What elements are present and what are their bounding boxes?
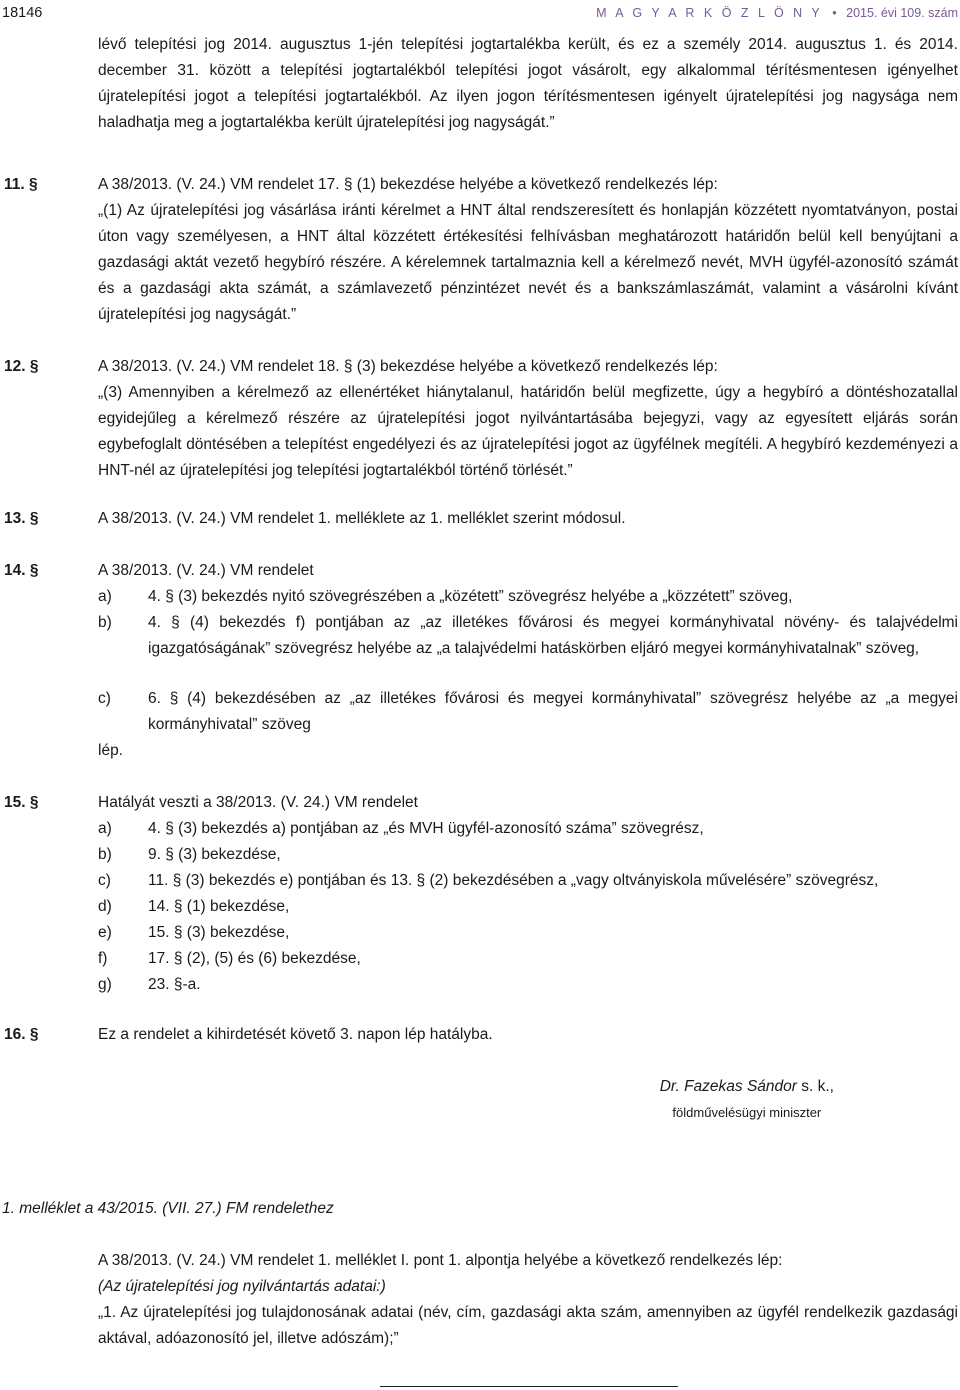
intro-paragraph: lévő telepítési jog 2014. augusztus 1-jén telepítési jogtartalékba került, és ez a személy 2014. augusztus 1. és 2014. december 31. között a telepítési jogtartalékból telepítési jogot vásárolt, egy alkalommal térítésmentesen igényelhet újratelepítési jogot a telepítési jogtartalékból. Az ilyen jogon térítésmentesen igényelt újratelepítési jog nagysága nem haladhatja meg a jogtartalékba került újratelepítési jog nagyságát.” (98, 36, 958, 131)
item-label: f) (98, 950, 108, 967)
running-head (596, 0, 958, 26)
annex-lead: A 38/2013. (V. 24.) VM rendelet 1. melléklet I. pont 1. alpontja helyébe a következő rendelkezés lép: (98, 1252, 783, 1269)
signatory-name: Dr. Fazekas Sándor (659, 1078, 797, 1095)
annex-text: „1. Az újratelepítési jog tulajdonosának adatai (név, cím, gazdasági akta szám, amennyiben az ügyfél rendelkezik gazdasági aktával, adóazonosító jel, illetve adószám);” (98, 1304, 958, 1347)
section-lead: A 38/2013. (V. 24.) VM rendelet 17. § (1) bekezdése helyébe a következő rendelkezés lép: (98, 176, 718, 193)
section-number: 13. § (4, 510, 39, 527)
item-label: c) (98, 872, 111, 889)
section-lead: A 38/2013. (V. 24.) VM rendelet 18. § (3) bekezdése helyébe a következő rendelkezés lép: (98, 358, 718, 375)
section-lead: A 38/2013. (V. 24.) VM rendelet (98, 562, 314, 579)
item-label: d) (98, 898, 112, 915)
section-lead: Hatályát veszti a 38/2013. (V. 24.) VM rendelet (98, 794, 418, 811)
item-text: 17. § (2), (5) és (6) bekezdése, (148, 950, 361, 967)
page-header (0, 0, 960, 24)
section-lead: A 38/2013. (V. 24.) VM rendelet 1. melléklete az 1. melléklet szerint módosul. (98, 510, 626, 527)
item-text: 14. § (1) bekezdése, (148, 898, 290, 915)
item-label: g) (98, 976, 112, 993)
annex-subtitle: (Az újratelepítési jog nyilvántartás adatai:) (98, 1278, 386, 1295)
separator-bullet: • (832, 6, 837, 20)
section-11-text: „(1) Az újratelepítési jog vásárlása iránti kérelmet a HNT által rendszeresített és honlapján közzétett nyomtatványon, postai úton vagy személyesen, a HNT által közzétett értékesítési felhívásban meghatározott határidőn belül kell benyújtani a gazdasági aktát vezető hegybíró részére. A kérelemnek tartalmaznia kell a kérelmező nevét, MVH ügyfél-azonosító számát és a gazdasági akta számát, a számlavezető pénzintézet nevét és a bankszámlaszámát, valamint a vásárolni kívánt újratelepítési jog nagyságát.” (98, 202, 958, 323)
section-number: 11. § (4, 176, 38, 193)
section-number: 14. § (4, 562, 39, 579)
section-number: 12. § (4, 358, 39, 375)
item-label: c) (98, 690, 111, 707)
item-text: 4. § (4) bekezdés f) pontjában az „az illetékes fővárosi és megyei kormányhivatal növény- és talajvédelmi igazgatóságának” szövegrész helyébe az „a talajvédelmi hatáskörben eljáró megyei kormányhivatalnak” szöveg, (148, 614, 958, 657)
signatory-title: földművelésügyi miniszter (672, 1105, 822, 1120)
item-text: 9. § (3) bekezdése, (148, 846, 281, 863)
item-text: 15. § (3) bekezdése, (148, 924, 290, 941)
item-label: a) (98, 820, 112, 837)
item-label: b) (98, 614, 112, 631)
issue-label: 2015. évi 109. szám (846, 6, 958, 20)
item-label: b) (98, 846, 112, 863)
section-lead: Ez a rendelet a kihirdetését követő 3. napon lép hatályba. (98, 1026, 493, 1043)
item-label: e) (98, 924, 112, 941)
signature-line (660, 1074, 834, 1100)
item-text: 4. § (3) bekezdés a) pontjában az „és MVH ügyfél-azonosító száma” szövegrész, (148, 820, 704, 837)
section-14-closing: lép. (98, 742, 123, 759)
signature-suffix: s. k., (796, 1078, 834, 1095)
annex-title: 1. melléklet a 43/2015. (VII. 27.) FM rendelethez (2, 1200, 334, 1217)
page-number: 18146 (2, 5, 43, 21)
journal-name: M A G Y A R K Ö Z L Ö N Y (596, 6, 823, 20)
item-text: 11. § (3) bekezdés e) pontjában és 13. § (2) bekezdésében a „vagy oltványiskola művelésére” szövegrész, (148, 872, 879, 889)
item-text: 23. §-a. (148, 976, 201, 993)
section-number: 15. § (4, 794, 39, 811)
signature-block (660, 1074, 834, 1126)
section-number: 16. § (4, 1026, 39, 1043)
item-label: a) (98, 588, 112, 605)
item-text: 4. § (3) bekezdés nyitó szövegrészében a „közétett” szövegrész helyébe a „közzétett” szöveg, (148, 588, 793, 605)
section-12-text: „(3) Amennyiben a kérelmező az ellenértéket hiánytalanul, határidőn belül megfizette, úgy a hegybíró a döntéshozatallal egyidejűleg a kérelmező részére az újratelepítési jogot nyilvántartásába bejegyzi, vagy az egyesített eljárás során egybefoglalt döntésében a telepítést engedélyezi és az újratelepítési jogot az ügyfélnek megítéli. A hegybíró kezdeményezi a HNT-nél az újratelepítési jog telepítési jogtartalékból történő törlését.” (98, 384, 958, 479)
item-text: 6. § (4) bekezdésében az „az illetékes fővárosi és megyei kormányhivatal” szövegrész helyébe az „a megyei kormányhivatal” szöveg (148, 690, 958, 733)
footer-divider (380, 1386, 678, 1387)
